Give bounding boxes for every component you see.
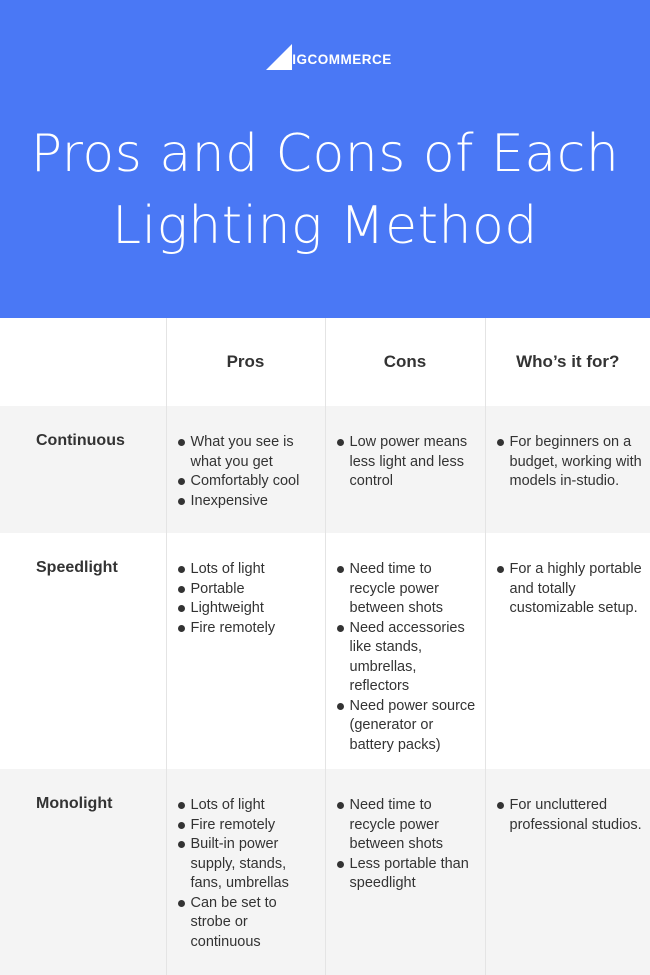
page-title: Pros and Cons of Each Lighting Method — [30, 124, 620, 256]
cons-list — [326, 533, 485, 755]
row-label: Continuous — [36, 432, 125, 449]
list-item: Lots of light — [178, 796, 317, 816]
who-list — [486, 769, 650, 835]
list-item: For a highly portable and totally customizable setup. — [497, 560, 643, 619]
list-item: Need time to recycle power between shots — [337, 796, 477, 855]
list-item: Lightweight — [178, 599, 317, 619]
list-item: Built-in power supply, stands, fans, umbrellas — [178, 835, 317, 894]
pros-list — [167, 769, 325, 952]
column-header-who: Who’s it for? — [485, 318, 650, 406]
list-item: Inexpensive — [178, 492, 317, 512]
who-list — [486, 533, 650, 619]
list-item: Low power means less light and less control — [337, 433, 477, 492]
list-item: Fire remotely — [178, 816, 317, 836]
column-header-empty — [0, 318, 166, 406]
row-label: Monolight — [36, 795, 113, 812]
logo-text: BIGCOMMERCE — [282, 52, 392, 67]
table-row-speedlight — [0, 533, 650, 769]
list-item: Comfortably cool — [178, 472, 317, 492]
table-row-monolight — [0, 769, 650, 975]
column-header-cons: Cons — [325, 318, 485, 406]
brand-logo — [0, 42, 650, 72]
table-row-continuous — [0, 406, 650, 533]
pros-list — [167, 533, 325, 638]
row-label: Speedlight — [36, 559, 118, 576]
header-banner — [0, 0, 650, 318]
list-item: Fire remotely — [178, 619, 317, 639]
column-header-pros: Pros — [166, 318, 325, 406]
list-item: For beginners on a budget, working with models in-studio. — [497, 433, 643, 492]
list-item: Need power source (generator or battery packs) — [337, 697, 477, 756]
cons-list — [326, 406, 485, 492]
pros-list — [167, 406, 325, 511]
list-item: Less portable than speedlight — [337, 855, 477, 894]
who-list — [486, 406, 650, 492]
list-item: What you see is what you get — [178, 433, 317, 472]
table-header-row — [0, 318, 650, 406]
comparison-table — [0, 318, 650, 975]
list-item: Portable — [178, 580, 317, 600]
list-item: For uncluttered professional studios. — [497, 796, 643, 835]
list-item: Need accessories like stands, umbrellas, reflectors — [337, 619, 477, 697]
list-item: Can be set to strobe or continuous — [178, 894, 317, 953]
list-item: Lots of light — [178, 560, 317, 580]
list-item: Need time to recycle power between shots — [337, 560, 477, 619]
cons-list — [326, 769, 485, 894]
